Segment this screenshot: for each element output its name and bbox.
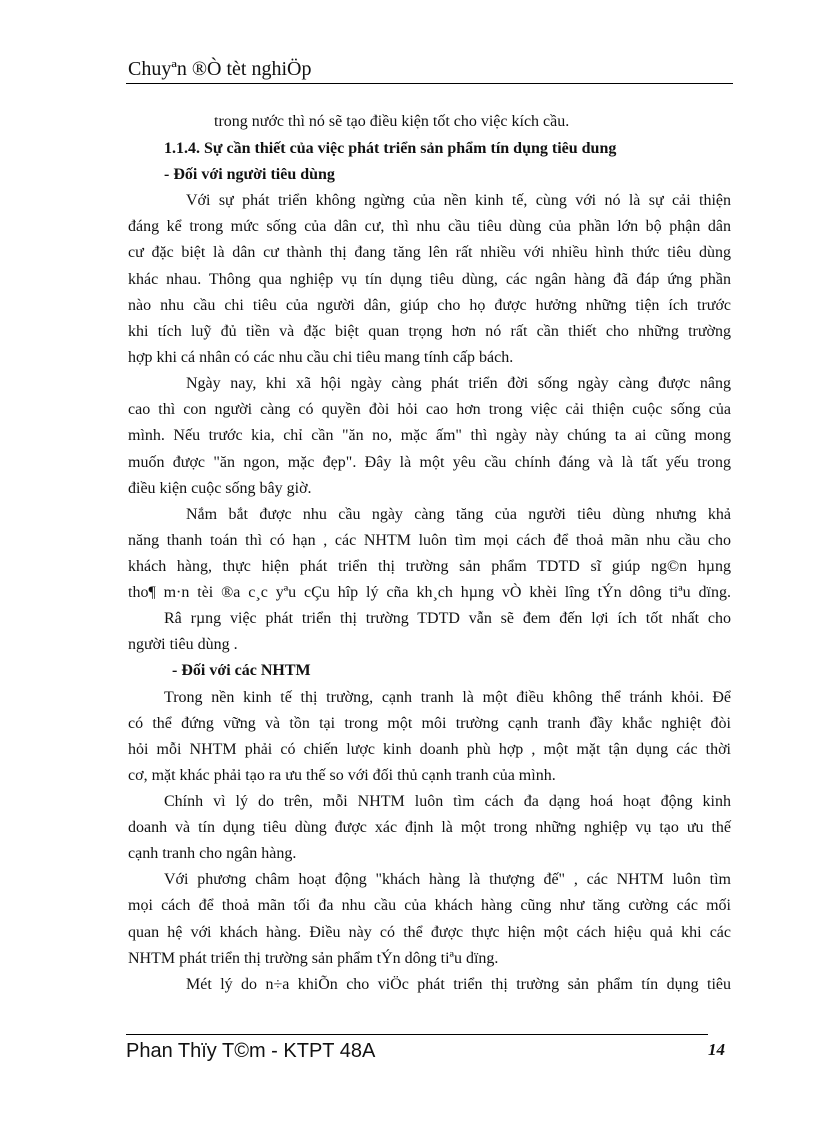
- text-line: năng thanh toán thì có hạn , các NHTM luôn tìm mọi cách để thoả mãn nhu cầu cho: [128, 532, 731, 549]
- text-line: có thể đứng vững và tồn tại trong một môi trường cạnh tranh đầy khắc nghiệt đòi: [128, 715, 731, 732]
- text-line: doanh và tín dụng tiêu dùng được xác định là một trong những nghiệp vụ tạo ưu thế: [128, 819, 731, 836]
- text-line: quan hệ với khách hàng. Điều này có thể được thực hiện một cách hiệu quả khi các: [128, 924, 731, 941]
- text-line: mọi cách để thoả mãn tối đa nhu cầu của khách hàng cũng như tăng cường các mối: [128, 897, 731, 914]
- text-line: muốn được "ăn ngon, mặc đẹp". Đây là một yêu cầu chính đáng và là tất yếu trong: [128, 454, 731, 471]
- text-line: khách hàng, thực hiện phát triển thị trường sản phẩm TDTD sĩ giúp ng©n hµng: [128, 558, 731, 575]
- text-line: tho¶ m·n tèi ®a c¸c yªu cÇu hîp lý cña kh¸ch hµng vÒ khèi lîng tÝn dông tiªu dïng.: [128, 584, 731, 601]
- text-line: NHTM phát triển thị trường sản phẩm tÝn dông tiªu dïng.: [128, 950, 499, 967]
- text-line: Nắm bắt được nhu cầu ngày càng tăng của người tiêu dùng nhưng khả: [186, 506, 731, 523]
- text-line: Với phương châm hoạt động "khách hàng là thượng đế" , các NHTM luôn tìm: [164, 871, 731, 888]
- text-line: Với sự phát triển không ngừng của nền kinh tế, cùng với nó là sự cải thiện: [186, 192, 731, 209]
- text-line: Trong nền kinh tế thị trường, cạnh tranh là một điều không thể tránh khỏi. Để: [164, 689, 731, 706]
- text-line: Mét lý do n÷a khiÕn cho viÖc phát triển thị trường sản phẩm tín dụng tiêu: [186, 976, 731, 993]
- footer-author: Phan Thïy T©m - KTPT 48A: [126, 1040, 376, 1062]
- text-line: trong nước thì nó sẽ tạo điều kiện tốt cho việc kích cầu.: [214, 113, 570, 130]
- text-line: cao thì con người càng có quyền đòi hỏi cao hơn trong việc cải thiện cuộc sống của: [128, 401, 731, 418]
- text-line: điều kiện cuộc sống bây giờ.: [128, 480, 312, 497]
- section-heading: 1.1.4. Sự cần thiết của việc phát triển sản phẩm tín dụng tiêu dung: [164, 140, 617, 157]
- text-line: hợp khi cá nhân có các nhu cầu chi tiêu mang tính cấp bách.: [128, 349, 514, 366]
- subsection-heading: - Đối với người tiêu dùng: [164, 166, 335, 183]
- header-title: Chuyªn ®Ò tèt nghiÖp: [128, 58, 312, 80]
- text-line: cạnh tranh cho ngân hàng.: [128, 845, 297, 862]
- text-line: cơ, mặt khác phải tạo ra ưu thế so với đối thủ cạnh tranh của mình.: [128, 767, 556, 784]
- header-divider: [126, 83, 733, 84]
- text-line: Ngày nay, khi xã hội ngày càng phát triển đời sống ngày càng được nâng: [186, 375, 731, 392]
- text-line: người tiêu dùng .: [128, 636, 238, 653]
- subsection-heading: - Đối với các NHTM: [172, 662, 311, 679]
- text-line: hỏi mỗi NHTM phải có chiến lược kinh doanh phù hợp , một mặt tận dụng các thời: [128, 741, 731, 758]
- text-line: khác nhau. Thông qua nghiệp vụ tín dụng tiêu dùng, các ngân hàng đã đáp ứng phần: [128, 271, 731, 288]
- text-line: khi tích luỹ đủ tiền và đặc biệt quan trọng hơn nó rất cần thiết cho những trường: [128, 323, 731, 340]
- text-line: mình. Nếu trước kia, chỉ cần "ăn no, mặc ấm" thì ngày này chúng ta ai cũng mong: [128, 427, 731, 444]
- page-number: 14: [708, 1040, 725, 1059]
- text-line: Râ rµng việc phát triển thị trường TDTD vẫn sẽ đem đến lợi ích tốt nhất cho: [164, 610, 731, 627]
- footer-divider: [126, 1034, 708, 1035]
- text-line: nào nhu cầu chi tiêu của người dân, giúp cho họ được hưởng những tiện ích trước: [128, 297, 731, 314]
- text-line: Chính vì lý do trên, mỗi NHTM luôn tìm cách đa dạng hoá hoạt động kinh: [164, 793, 731, 810]
- text-line: đáng kể trong mức sống của dân cư, thì nhu cầu tiêu dùng của phần lớn bộ phận dân: [128, 218, 731, 235]
- text-line: cư đặc biệt là dân cư thành thị đang tăng lên rất nhiều với nhiều hình thức tiêu dùng: [128, 244, 731, 261]
